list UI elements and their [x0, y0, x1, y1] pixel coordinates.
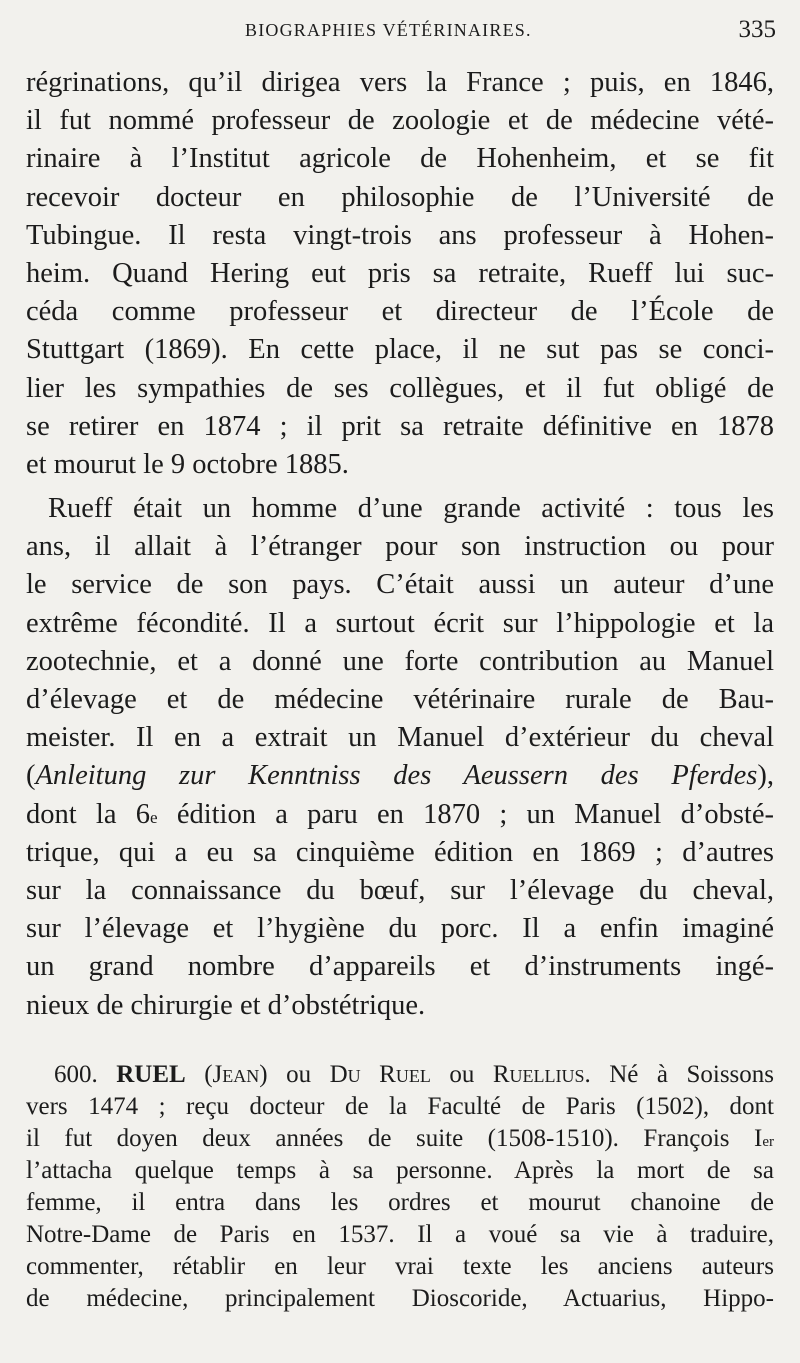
text-line: le service de son pays. C’était aussi un auteur d’une [26, 569, 774, 601]
text-line: céda comme professeur et directeur de l’École de [26, 296, 774, 328]
entry-alt-name: Du Ruel [329, 1060, 431, 1088]
page-number: 335 [738, 16, 776, 43]
entry-number: 600. [54, 1060, 98, 1088]
text-line-superscript [26, 1123, 774, 1155]
text-line: Stuttgart (1869). En cette place, il ne sut pas se conci- [26, 334, 774, 366]
text-line: zootechnie, et a donné une forte contribution au Manuel [26, 645, 774, 677]
text-line: Rueff était un homme d’une grande activité : tous les [48, 493, 774, 525]
text-line: Tubingue. Il resta vingt-trois ans professeur à Hohen- [26, 219, 774, 251]
text-segment: dont la 6 [26, 798, 150, 830]
paren-close: ), [757, 760, 774, 792]
text-line: trique, qui a eu sa cinquième édition en 1869 ; d’autres [26, 836, 774, 868]
text-line: meister. Il en a extrait un Manuel d’extérieur du cheval [26, 722, 774, 754]
entry-heading-line [26, 1059, 774, 1091]
superscript: er [762, 1133, 774, 1150]
text-segment: édition a paru en 1870 ; un Manuel d’obsté- [157, 798, 774, 830]
entry-paren-name: (Jean) [204, 1060, 268, 1088]
text-line: d’élevage et de médecine vétérinaire rurale de Bau- [26, 684, 774, 715]
text-line: sur l’élevage et l’hygiène du porc. Il a enfin imaginé [26, 913, 774, 945]
superscript: e [149, 807, 158, 827]
text-line: régrinations, qu’il dirigea vers la France ; puis, en 1846, [26, 67, 774, 98]
text-line: sur la connaissance du bœuf, sur l’élevage du cheval, [26, 874, 774, 906]
text-line: vers 1474 ; reçu docteur de la Faculté de Paris (1502), dont [26, 1092, 774, 1120]
text-segment: Né à Soissons [609, 1060, 774, 1088]
text-line-italic-title [26, 757, 774, 795]
text-line: extrême fécondité. Il a surtout écrit sur l’hippologie et la [26, 607, 774, 639]
paragraph-2 [26, 490, 774, 1025]
text-line: femme, il entra dans les ordres et mourut chanoine de [26, 1189, 774, 1217]
entry-name: RUEL [116, 1060, 186, 1088]
text-segment: il fut doyen deux années de suite (1508-1510). François I [26, 1124, 763, 1152]
page-header [0, 14, 800, 50]
page-body [26, 64, 774, 1315]
text-line: se retirer en 1874 ; il prit sa retraite définitive en 1878 [26, 410, 774, 442]
text-line: de médecine, principalement Dioscoride, Actuarius, Hippo- [26, 1285, 774, 1313]
text-line: il fut nommé professeur de zoologie et de médecine vété- [26, 105, 774, 137]
text-line: un grand nombre d’appareils et d’instruments ingé- [26, 951, 774, 983]
text-line: ans, il allait à l’étranger pour son instruction ou pour [26, 531, 774, 563]
text-line: rinaire à l’Institut agricole de Hohenheim, et se fit [26, 143, 774, 175]
text-segment: ou [286, 1060, 312, 1088]
paren-open: ( [26, 760, 36, 792]
text-line: commenter, rétablir en leur vrai texte les anciens auteurs [26, 1253, 774, 1281]
text-line: l’attacha quelque temps à sa personne. Après la mort de sa [26, 1156, 774, 1184]
running-title: BIOGRAPHIES VÉTÉRINAIRES. [245, 20, 532, 40]
paragraph-1 [26, 64, 774, 484]
text-line: lier les sympathies de ses collègues, et il fut obligé de [26, 372, 774, 404]
entry-alt-name: Ruellius. [492, 1060, 591, 1088]
text-line: heim. Quand Hering eut pris sa retraite, Rueff lui suc- [26, 257, 774, 289]
text-line: recevoir docteur en philosophie de l’Université de [26, 181, 774, 213]
text-segment: ou [449, 1060, 475, 1088]
book-title: Anleitung zur Kenntniss des Aeussern des Pferdes [35, 760, 758, 792]
text-line: nieux de chirurgie et d’obstétrique. [26, 989, 426, 1021]
entry-600 [26, 1059, 774, 1316]
text-line-edition [26, 796, 774, 834]
text-line: Notre-Dame de Paris en 1537. Il a voué sa vie à traduire, [26, 1221, 774, 1249]
text-line: et mourut le 9 octobre 1885. [26, 448, 349, 480]
